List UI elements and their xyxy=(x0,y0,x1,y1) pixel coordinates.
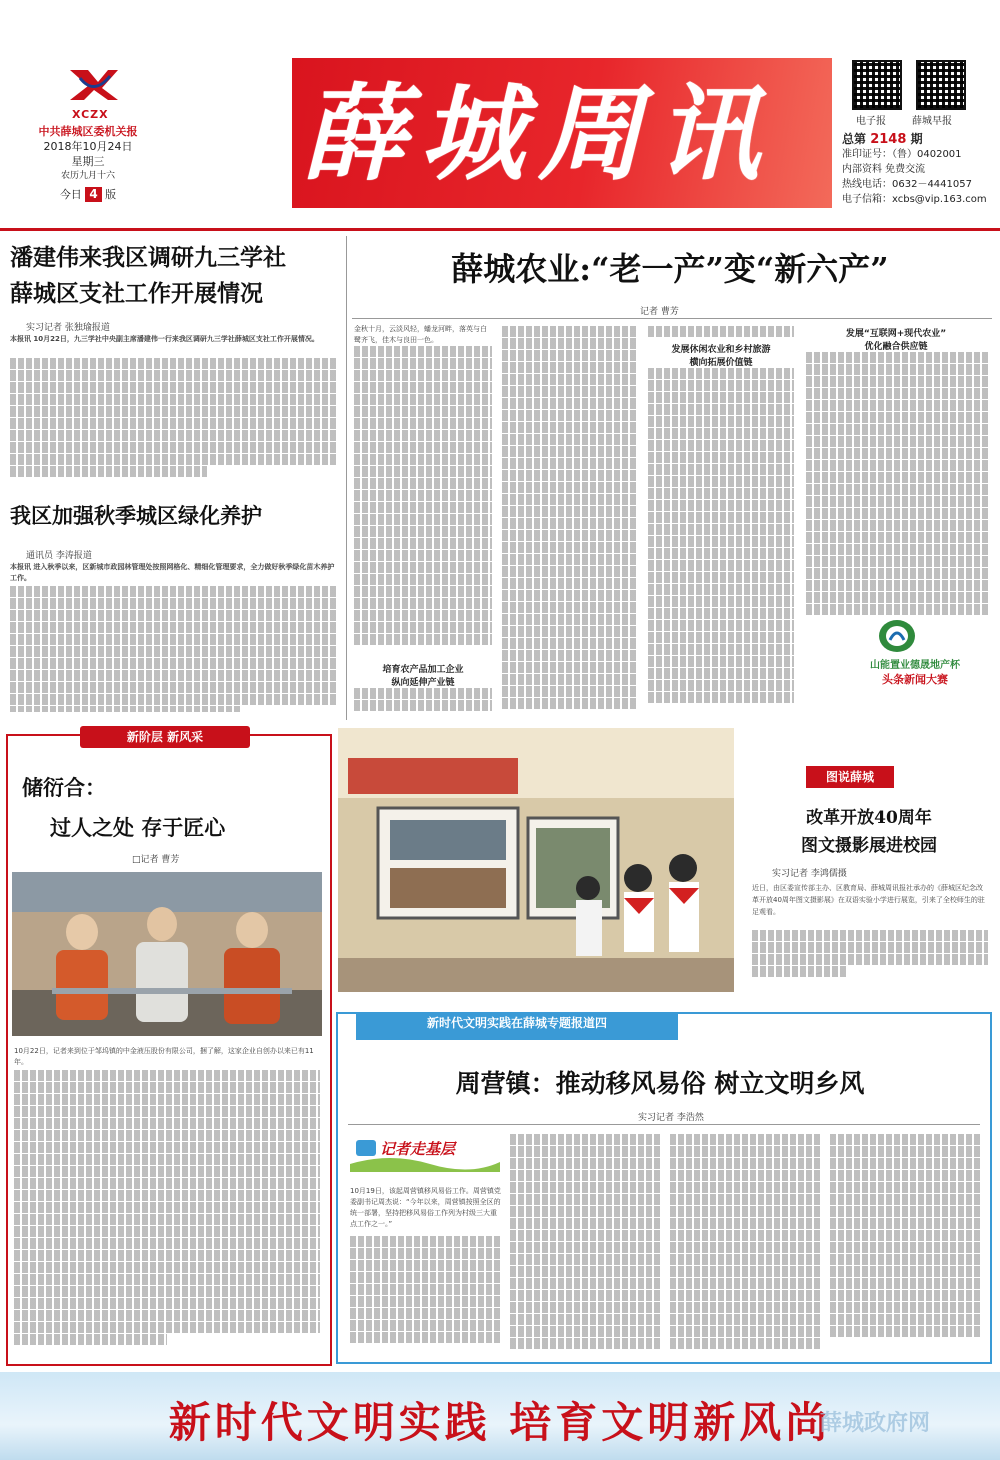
issue-meta xyxy=(842,132,992,207)
contest-emblem-icon xyxy=(866,618,928,654)
article-title-zhouying[interactable]: 周营镇：推动移风易俗 树立文明乡风 xyxy=(455,1069,865,1098)
headline-rule xyxy=(348,1124,980,1125)
total-issue: 总第 2148 期 xyxy=(842,132,923,147)
article-body-exhibition-more xyxy=(752,930,988,978)
article-byline-agriculture: 记者 曹芳 xyxy=(640,307,679,317)
issue-info xyxy=(18,124,158,202)
org-name: 中共薛城区委机关报 xyxy=(38,125,138,138)
headline-rule xyxy=(352,318,992,319)
column-badge-photo: 图说薛城 xyxy=(806,766,894,788)
article-title-agriculture[interactable]: 薛城农业:“老一产”变“新六产” xyxy=(451,250,889,288)
article-body-chu xyxy=(14,1070,320,1356)
series-banner: 新时代文明实践在薛城专题报道四 xyxy=(356,1014,678,1040)
newspaper-title: 薛城周讯 xyxy=(302,72,775,195)
permit-number: 准印证号：（鲁）0402001 xyxy=(842,149,962,160)
issue-lunar: 农历九月十六 xyxy=(60,171,115,181)
article-lead-zhouying: 10月19日，该起周营镇移风易俗工作。周营镇党委副书记周杰说：“今年以来，周营镇按照全区的统一部署，坚持把移风易俗工作列为村级三大重点工作之一。” xyxy=(350,1187,501,1228)
total-number: 2148 xyxy=(870,132,907,147)
factory-workers-photo xyxy=(12,872,322,1036)
page-unit: 版 xyxy=(105,188,117,201)
article-lead-agriculture: 金秋十月，云淡风轻，蟠龙河畔，落英与白鹭齐飞，佳木与良田一色。 xyxy=(354,325,487,344)
article-body-agriculture-col1 xyxy=(354,346,492,656)
newspaper-logo-icon xyxy=(66,66,122,104)
article-byline-exhibition: 实习记者 李鸿儒摄 xyxy=(772,869,847,879)
article-body-pan xyxy=(10,358,338,478)
article-body-zhouying-col2 xyxy=(510,1134,662,1352)
footer-slogan: 新时代文明实践 培育文明新风尚 xyxy=(168,1398,832,1447)
article-body-greening xyxy=(10,586,338,712)
article-byline-chu: □记者 曹芳 xyxy=(132,855,180,865)
article-body-agriculture-col3 xyxy=(648,368,794,718)
article-body-zhouying-col3 xyxy=(670,1134,822,1352)
article-body-agriculture-col2 xyxy=(502,326,638,718)
qr-code-icon[interactable] xyxy=(916,60,966,110)
issue-weekday: 星期三 xyxy=(71,155,105,168)
article-body-exhibition: 近日，由区委宣传部主办、区教育局、薛城周讯报社承办的《薛城区纪念改革开放40周年图文摄影展》在双语实验小学进行展览，引来了全校师生的驻足观看。 xyxy=(752,884,985,916)
column-badge-grassroots: 记者走基层 xyxy=(350,1134,500,1172)
qr-code-icon[interactable] xyxy=(852,60,902,110)
article-byline-pan: 实习记者 张独瑜报道 xyxy=(26,323,110,333)
article-title-greening[interactable]: 我区加强秋季城区绿化养护 xyxy=(10,503,262,528)
email: 电子信箱：xcbs@vip.163.com xyxy=(842,194,987,205)
qr-label-epaper: 电子报 xyxy=(856,116,886,127)
today-label: 今日 xyxy=(59,188,82,201)
article-lead-pan: 本报讯 10月22日，九三学社中央副主席潘建伟一行来我区调研九三学社薛城区支社工作开展情况。 xyxy=(10,335,319,343)
agriculture-subhead-1: 培育农产品加工企业 纵向延伸产业链 xyxy=(382,665,464,688)
site-watermark: 薛城政府网 xyxy=(820,1411,931,1436)
contest-badge: 山能置业德晟地产杯 头条新闻大赛 xyxy=(870,660,960,686)
logo-text: XCZX xyxy=(72,108,109,121)
masthead xyxy=(0,0,1000,226)
school-exhibition-photo xyxy=(338,728,734,992)
hotline: 热线电话：0632－4441057 xyxy=(842,179,972,190)
issue-date: 2018年10月24日 xyxy=(43,140,133,153)
agriculture-subhead-3: 发展“互联网+现代农业” 优化融合供应链 xyxy=(845,329,947,352)
article-title-chu-l1[interactable]: 储衍合： xyxy=(22,775,106,800)
article-title-pan[interactable]: 潘建伟来我区调研九三学社 薛城区支社工作开展情况 xyxy=(10,244,286,307)
article-title-chu-l2[interactable]: 过人之处 存于匠心 xyxy=(50,815,226,840)
article-byline-greening: 通讯员 李涛报道 xyxy=(26,551,92,561)
article-title-exhibition[interactable]: 改革开放40周年 图文摄影展进校园 xyxy=(801,808,937,856)
article-body-agriculture-col4 xyxy=(806,352,988,616)
column-divider xyxy=(346,236,347,720)
masthead-rule xyxy=(0,228,1000,231)
column-badge-new-class: 新阶层 新风采 xyxy=(80,726,250,748)
internal-note: 内部资料 免费交流 xyxy=(842,164,926,175)
page-count: 4 xyxy=(85,187,101,202)
agriculture-subhead-2: 发展休闲农业和乡村旅游 横向拓展价值链 xyxy=(671,345,771,368)
article-byline-zhouying: 实习记者 李浩然 xyxy=(638,1113,704,1123)
article-body-zhouying-col1 xyxy=(350,1236,502,1352)
article-body-agriculture-col1b xyxy=(354,688,492,718)
camera-icon xyxy=(356,1140,376,1156)
article-lead-chu: 10月22日，记者来到位于邹坞镇的中金液压股份有限公司，捆了解，这家企业自创办以来已有11年。 xyxy=(14,1047,314,1066)
qr-label-morning: 薛城早报 xyxy=(912,116,952,127)
article-body-zhouying-col4 xyxy=(830,1134,982,1352)
article-lead-greening: 本报讯 进入秋季以来，区新城市政园林管理处按照网格化、精细化管理要求，全力做好秋季绿化苗木养护工作。 xyxy=(10,563,335,582)
